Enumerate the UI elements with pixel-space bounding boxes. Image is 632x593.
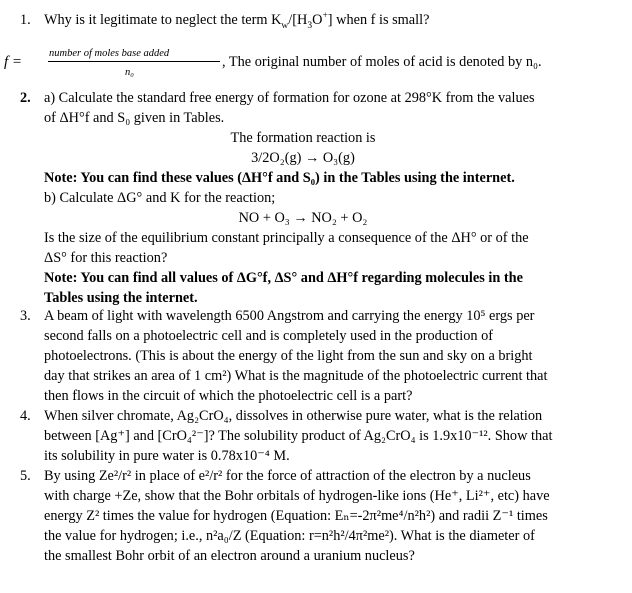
q3-line: A beam of light with wavelength 6500 Angstrom and carrying the energy 10⁵ ergs per xyxy=(44,308,535,324)
note-2: Note: You can find all values of ΔG°f, ΔS° and ΔH°f regarding molecules in the xyxy=(44,270,523,286)
reaction-intro: The formation reaction is xyxy=(230,130,376,146)
q5-line: the smallest Bohr orbit of an electron around a uranium nucleus? xyxy=(44,548,415,564)
formula-denominator: n₀ xyxy=(125,67,134,78)
formula-block xyxy=(0,48,632,78)
question-text xyxy=(44,10,602,30)
q3-line: photoelectrons. (This is about the energy of the light from the sun and sky on a bright xyxy=(44,348,533,364)
question-number: 4. xyxy=(20,408,31,424)
formula-lhs: f = xyxy=(4,54,23,70)
q1-text-part: ] when f is small? xyxy=(327,12,430,28)
q5-line: energy Z² times the value for hydrogen (Equation: Eₙ=-2π²me⁴/n²h²) and radii Z⁻¹ times xyxy=(44,508,548,524)
q2-part-b-line: b) Calculate ΔG° and K for the reaction; xyxy=(44,190,276,206)
q4-line: When silver chromate, Ag₂CrO₄, dissolves in otherwise pure water, what is the relation xyxy=(44,408,543,424)
q1-text-part: /[H xyxy=(288,12,308,28)
note-2: Tables using the internet. xyxy=(44,290,198,306)
q2-part-a-line: of ΔH°f and S₀ given in Tables. xyxy=(44,110,225,126)
q4-line: its solubility in pure water is 0.78x10⁻⁴ M. xyxy=(44,448,290,464)
q5-line: the value for hydrogen; i.e., n²a₀/Z (Equation: r=n²h²/4π²me²). What is the diameter of xyxy=(44,528,535,544)
q2-question-line: ΔS° for this reaction? xyxy=(44,250,168,266)
question-number: 1. xyxy=(20,12,31,28)
question-number: 3. xyxy=(20,308,31,324)
question-body xyxy=(44,88,602,308)
fraction-bar xyxy=(48,61,220,62)
q1-text-part: Why is it legitimate to neglect the term K xyxy=(44,12,282,28)
question-body xyxy=(44,466,602,566)
q3-line: day that strikes an area of 1 cm²) What is the magnitude of the photoelectric current that xyxy=(44,368,548,384)
reaction-equation: 3/2O₂(g) → O₃(g) xyxy=(251,150,355,166)
question-number: 2. xyxy=(20,90,31,106)
q3-line: second falls on a photoelectric cell and is completely used in the production of xyxy=(44,328,494,344)
q5-line: By using Ze²/r² in place of e²/r² for the force of attraction of the electron by a nucleus xyxy=(44,468,531,484)
q3-line: then flows in the circuit of which the photoelectric cell is a part? xyxy=(44,388,413,404)
formula-tail: , The original number of moles of acid is denoted by n₀. xyxy=(222,54,542,70)
question-body xyxy=(44,306,602,406)
q2-part-a-line: a) Calculate the standard free energy of formation for ozone at 298°K from the values xyxy=(44,90,535,106)
formula-numerator: number of moles base added xyxy=(49,48,170,59)
q5-line: with charge +Ze, show that the Bohr orbitals of hydrogen-like ions (He⁺, Li²⁺, etc) have xyxy=(44,488,550,504)
note-1: Note: You can find these values (ΔH°f and S₀) in the Tables using the internet. xyxy=(44,170,515,186)
reaction-equation-2: NO + O₃ → NO₂ + O₂ xyxy=(238,210,368,226)
q1-text-part: O xyxy=(312,12,323,28)
question-body xyxy=(44,406,602,466)
q1-sub-w: w xyxy=(281,20,289,31)
q1-sub-3: 3 xyxy=(307,20,313,31)
q2-question-line: Is the size of the equilibrium constant principally a consequence of the ΔH° or of the xyxy=(44,230,529,246)
q4-line: between [Ag⁺] and [CrO₄²⁻]? The solubility product of Ag₂CrO₄ is 1.9x10⁻¹². Show that xyxy=(44,428,553,444)
question-number: 5. xyxy=(20,468,31,484)
q1-sup-plus: + xyxy=(322,11,328,22)
